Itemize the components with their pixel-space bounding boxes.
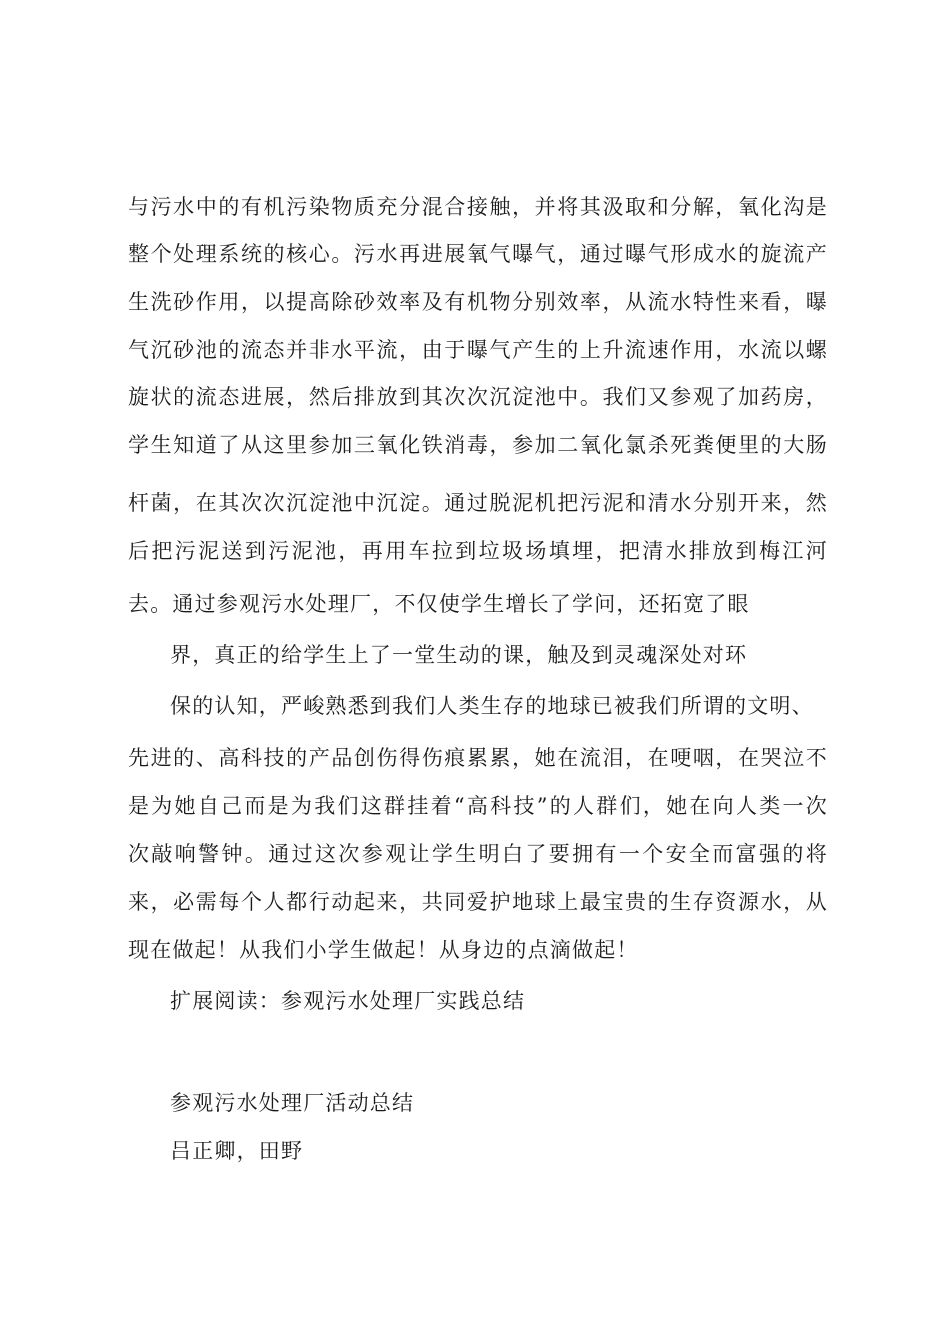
paragraph-1-line-6: 学生知道了从这里参加三氧化铁消毒，参加二氧化氯杀死粪便里的大肠 xyxy=(128,433,828,457)
paragraph-1-line-4: 气沉砂池的流态并非水平流，由于曝气产生的上升流速作用，水流以螺 xyxy=(128,338,828,362)
paragraph-3-line-1: 保的认知，严峻熟悉到我们人类生存的地球已被我们所谓的文明、 xyxy=(170,694,814,718)
paragraph-3-line-3: 是为她自己而是为我们这群挂着“高科技”的人群们，她在向人类一次 xyxy=(128,794,828,818)
paragraph-3-line-4: 次敲响警钟。通过这次参观让学生明白了要拥有一个安全而富强的将 xyxy=(128,842,828,866)
paragraph-1-line-2: 整个处理系统的核心。污水再进展氧气曝气，通过曝气形成水的旋流产 xyxy=(128,242,828,266)
section-title: 参观污水处理厂活动总结 xyxy=(170,1091,415,1115)
paragraph-1-line-3: 生洗砂作用，以提高除砂效率及有机物分别效率，从流水特性来看，曝 xyxy=(128,290,828,314)
paragraph-1-line-5: 旋状的流态进展，然后排放到其次次沉淀池中。我们又参观了加药房， xyxy=(128,385,828,409)
paragraph-1-line-1: 与污水中的有机污染物质充分混合接触，并将其汲取和分解，氧化沟是 xyxy=(128,195,828,219)
authors: 吕正卿，田野 xyxy=(170,1139,304,1163)
paragraph-3-line-2: 先进的、高科技的产品创伤得伤痕累累，她在流泪，在哽咽，在哭泣不 xyxy=(128,746,828,770)
paragraph-2-line-1: 界，真正的给学生上了一堂生动的课，触及到灵魂深处对环 xyxy=(170,643,748,667)
paragraph-1-line-9: 去。通过参观污水处理厂，不仅使学生增长了学问，还拓宽了眼 xyxy=(128,592,750,616)
paragraph-3-line-5: 来，必需每个人都行动起来，共同爱护地球上最宝贵的生存资源水，从 xyxy=(128,890,828,914)
paragraph-1-line-8: 后把污泥送到污泥池，再用车拉到垃圾场填埋，把清水排放到梅江河 xyxy=(128,539,828,563)
paragraph-3-line-6: 现在做起！从我们小学生做起！从身边的点滴做起！ xyxy=(128,938,639,962)
extended-reading-label: 扩展阅读：参观污水处理厂实践总结 xyxy=(170,989,526,1013)
paragraph-1-line-7: 杆菌，在其次次沉淀池中沉淀。通过脱泥机把污泥和清水分别开来，然 xyxy=(128,491,828,515)
